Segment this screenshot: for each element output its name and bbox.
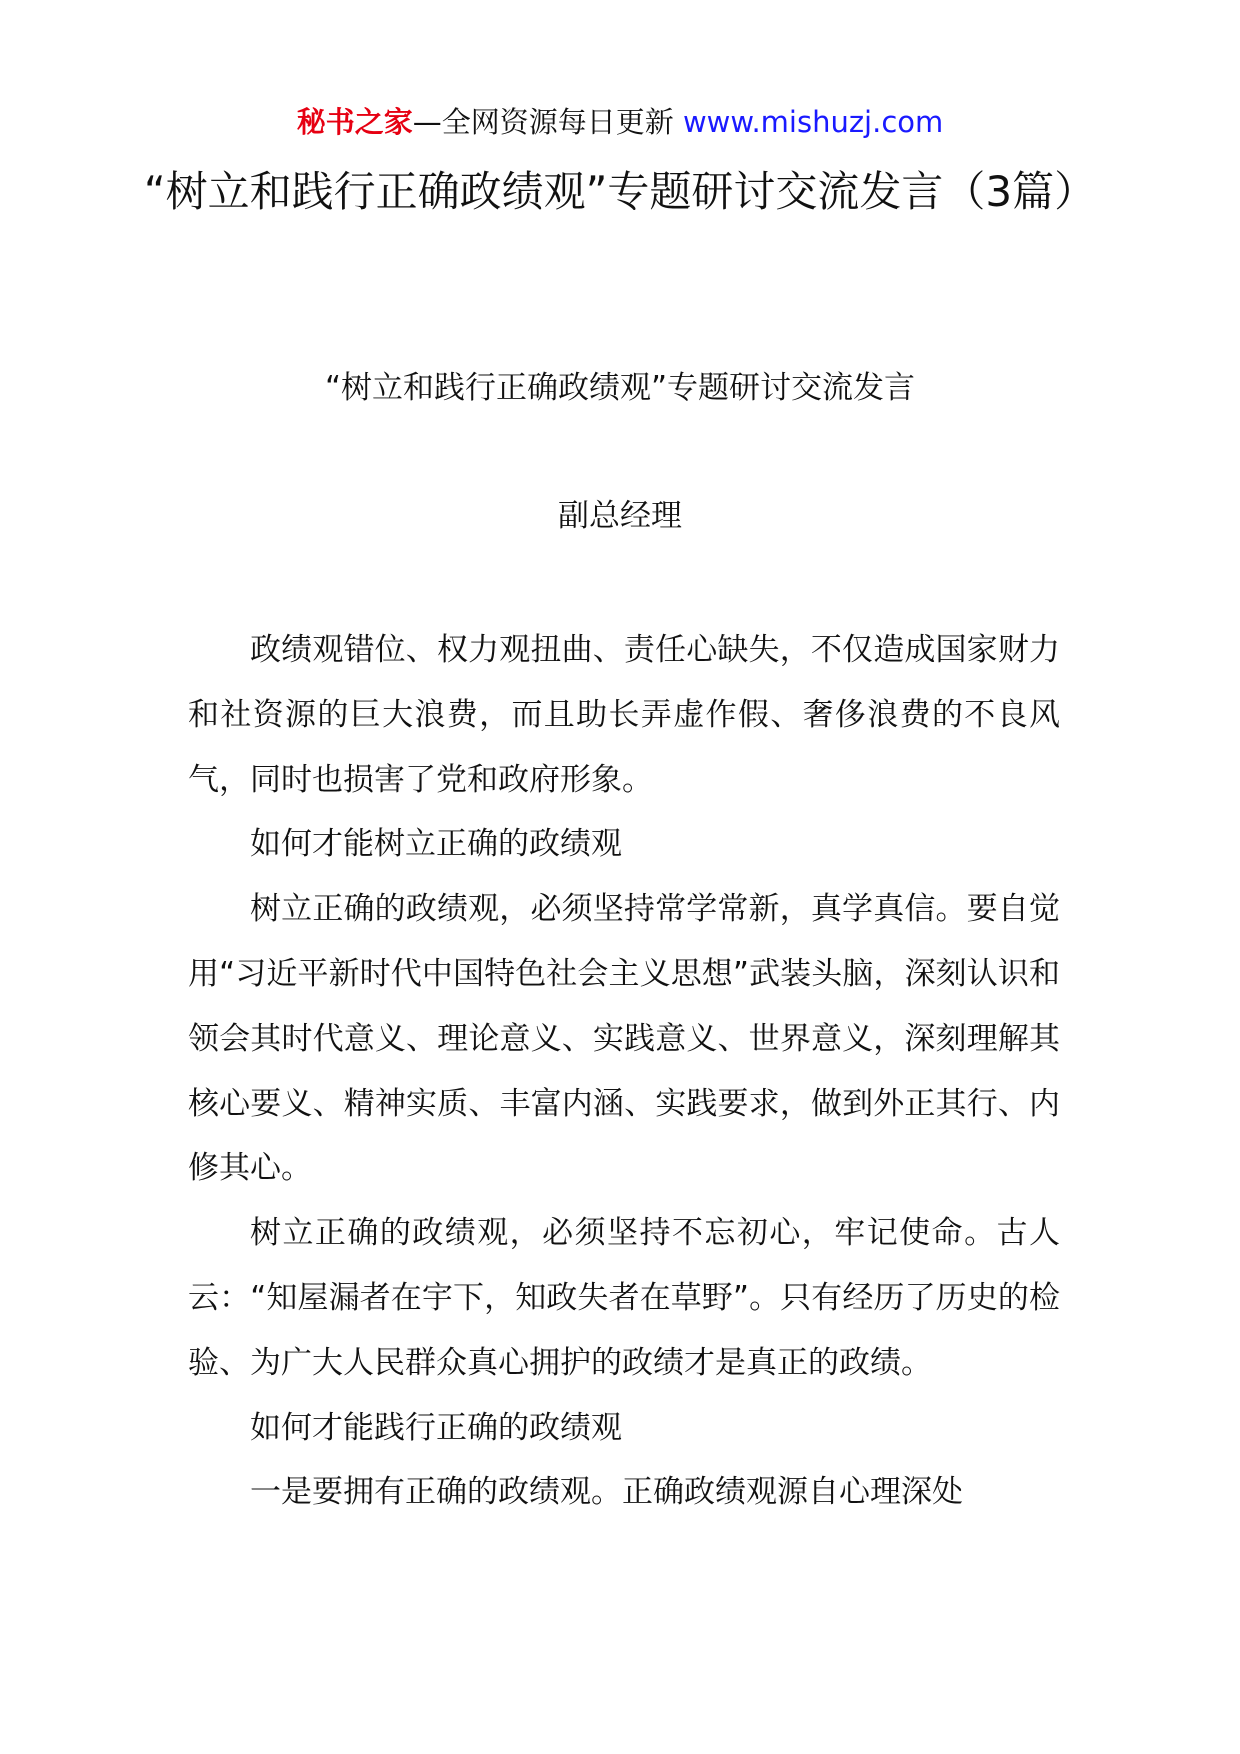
site-header (0, 100, 1240, 144)
section-title: “树立和践行正确政绩观”专题研讨交流发言 (324, 370, 916, 406)
paragraph: 树立正确的政绩观，必须坚持不忘初心，牢记使命。古人云：“知屋漏者在宇下，知政失者在草野”。只有经历了历史的检验、为广大人民群众真心拥护的政绩才是真正的政绩。 (188, 1215, 1060, 1381)
paragraph: 政绩观错位、权力观扭曲、责任心缺失，不仅造成国家财力和社资源的巨大浪费，而且助长弄虚作假、奢侈浪费的不良风气，同时也损害了党和政府形象。 (188, 632, 1060, 798)
paragraph: 一是要拥有正确的政绩观。正确政绩观源自心理深处 (250, 1474, 963, 1511)
paragraph-heading: 如何才能践行正确的政绩观 (250, 1409, 622, 1446)
paragraph-heading: 如何才能树立正确的政绩观 (250, 826, 622, 863)
site-tagline: —全网资源每日更新 (412, 105, 674, 139)
author-role: 副总经理 (558, 498, 682, 534)
body-text (188, 618, 1060, 1525)
document-title: “树立和践行正确政绩观”专题研讨交流发言（3篇） (143, 167, 1097, 216)
site-url-link[interactable]: www.mishuzj.com (682, 105, 944, 139)
paragraph: 树立正确的政绩观，必须坚持常学常新，真学真信。要自觉用“习近平新时代中国特色社会主义思想”武装头脑，深刻认识和领会其时代意义、理论意义、实践意义、世界意义，深刻理解其核心要义、精神实质、丰富内涵、实践要求，做到外正其行、内修其心。 (188, 891, 1060, 1187)
brand-name: 秘书之家 (296, 105, 413, 139)
